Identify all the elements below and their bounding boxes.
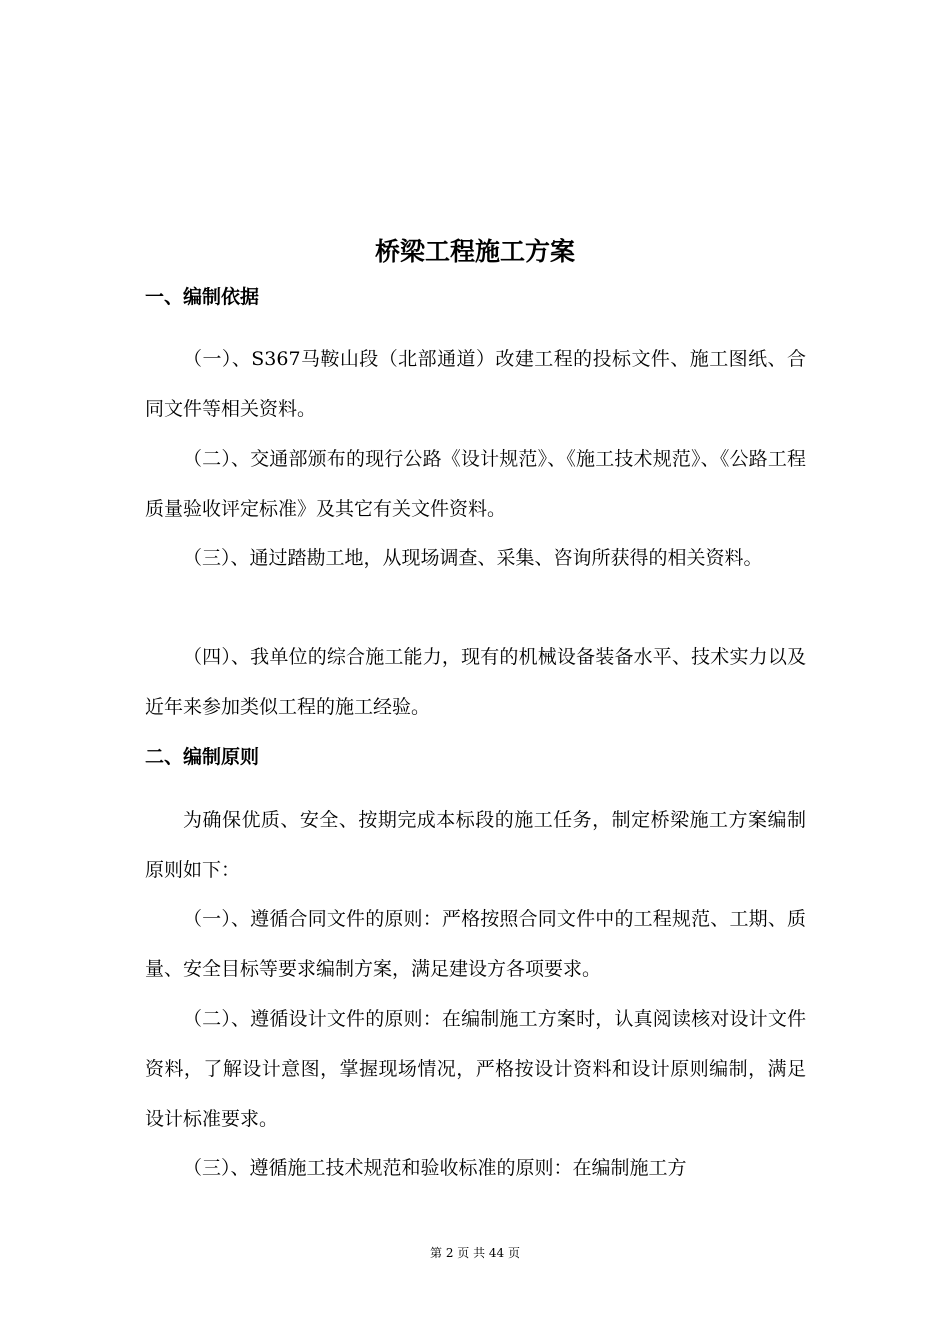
section-heading-basis: 一、编制依据 — [145, 286, 260, 308]
paragraph: （二）、交通部颁布的现行公路《设计规范》、《施工技术规范》、《公路工程质量验收评定标准》及其它有关文件资料。 — [145, 448, 806, 520]
page-number-footer: 第 2 页 共 44 页 — [430, 1246, 520, 1260]
document-title: 桥梁工程施工方案 — [374, 237, 575, 266]
paragraph: （一）、S367马鞍山段（北部通道）改建工程的投标文件、施工图纸、合同文件等相关资料。 — [145, 348, 806, 420]
paragraph: （三）、遵循施工技术规范和验收标准的原则：在编制施工方 — [183, 1157, 687, 1179]
paragraph: （三）、通过踏勘工地，从现场调查、采集、咨询所获得的相关资料。 — [183, 547, 763, 569]
paragraph: （二）、遵循设计文件的原则：在编制施工方案时，认真阅读核对设计文件资料，了解设计意图，掌握现场情况，严格按设计资料和设计原则编制，满足设计标准要求。 — [145, 1008, 806, 1130]
section-heading-principles: 二、编制原则 — [145, 746, 260, 768]
paragraph: 为确保优质、安全、按期完成本标段的施工任务，制定桥梁施工方案编制原则如下： — [145, 809, 806, 881]
paragraph: （一）、遵循合同文件的原则：严格按照合同文件中的工程规范、工期、质量、安全目标等要求编制方案，满足建设方各项要求。 — [145, 908, 806, 980]
paragraph: （四）、我单位的综合施工能力，现有的机械设备装备水平、技术实力以及近年来参加类似工程的施工经验。 — [145, 646, 806, 718]
